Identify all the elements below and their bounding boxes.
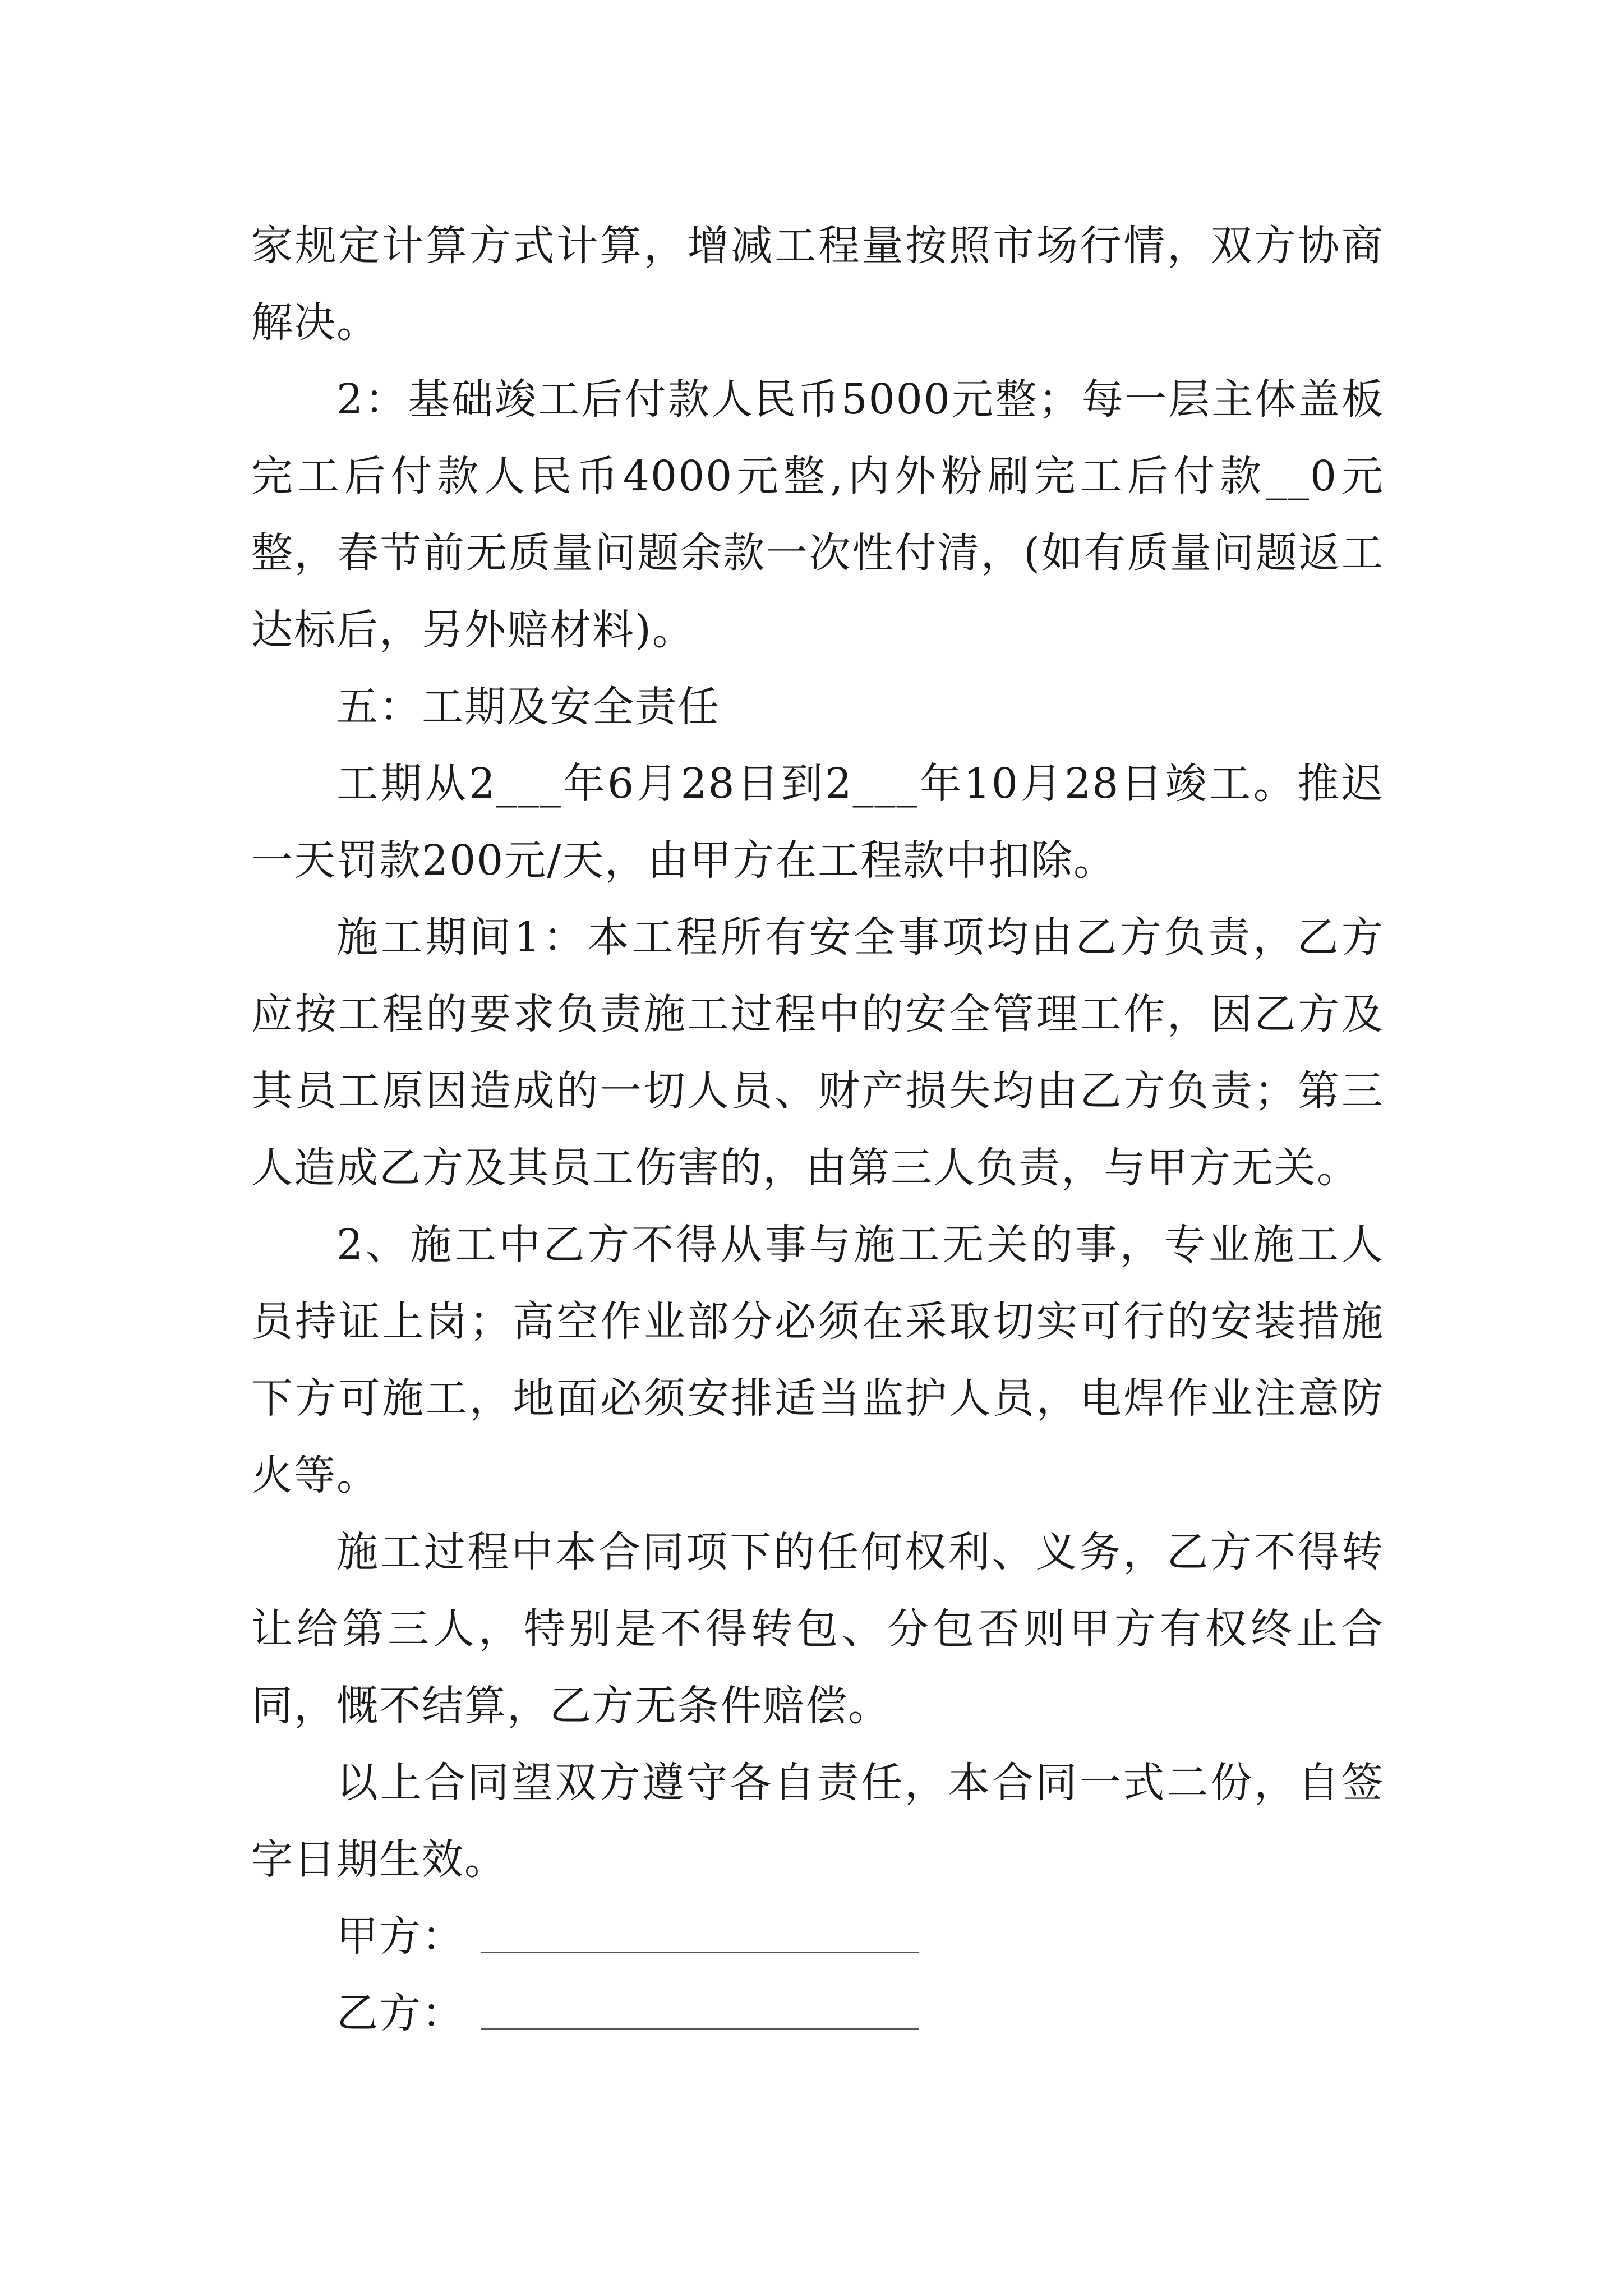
party-b-label: 乙方：: [336, 1989, 464, 2037]
paragraph-effective-date: 以上合同望双方遵守各自责任，本合同一式二份，自签字日期生效。: [251, 1759, 1384, 1884]
contract-body: [251, 208, 1384, 2052]
party-a-label: 甲方：: [336, 1912, 464, 1961]
signature-party-b: [251, 1975, 1384, 2052]
party-b-signature-blank: [481, 2028, 919, 2030]
paragraph-construction-period: 工期从2___年6月28日到2___年10月28日竣工。推迟一天罚款200元/天，由甲方在工程款中扣除。: [251, 760, 1384, 885]
paragraph-payment-schedule: 2：基础竣工后付款人民币5000元整；每一层主体盖板完工后付款人民币4000元整,内外粉刷完工后付款__0元整，春节前无质量问题余款一次性付清，(如有质量问题返工达标后，另外赔材料)。: [251, 375, 1384, 654]
paragraph-no-subcontract: 施工过程中本合同项下的任何权利、义务，乙方不得转让给第三人，特别是不得转包、分包否则甲方有权终止合同，慨不结算，乙方无条件赔偿。: [251, 1528, 1384, 1730]
party-a-signature-blank: [481, 1952, 919, 1953]
paragraph-construction-rules: 2、施工中乙方不得从事与施工无关的事，专业施工人员持证上岗；高空作业部分必须在采取切实可行的安装措施下方可施工，地面必须安排适当监护人员，电焊作业注意防火等。: [251, 1221, 1384, 1499]
paragraph-payment-method: 家规定计算方式计算，增减工程量按照市场行情，双方协商解决。: [251, 222, 1384, 347]
section-heading-schedule-safety: 五：工期及安全责任: [336, 683, 720, 731]
paragraph-safety-responsibility: 施工期间1：本工程所有安全事项均由乙方负责，乙方应按工程的要求负责施工过程中的安全管理工作，因乙方及其员工原因造成的一切人员、财产损失均由乙方负责；第三人造成乙方及其员工伤害的，由第三人负责，与甲方无关。: [251, 913, 1384, 1192]
signature-party-a: [251, 1898, 1384, 1975]
